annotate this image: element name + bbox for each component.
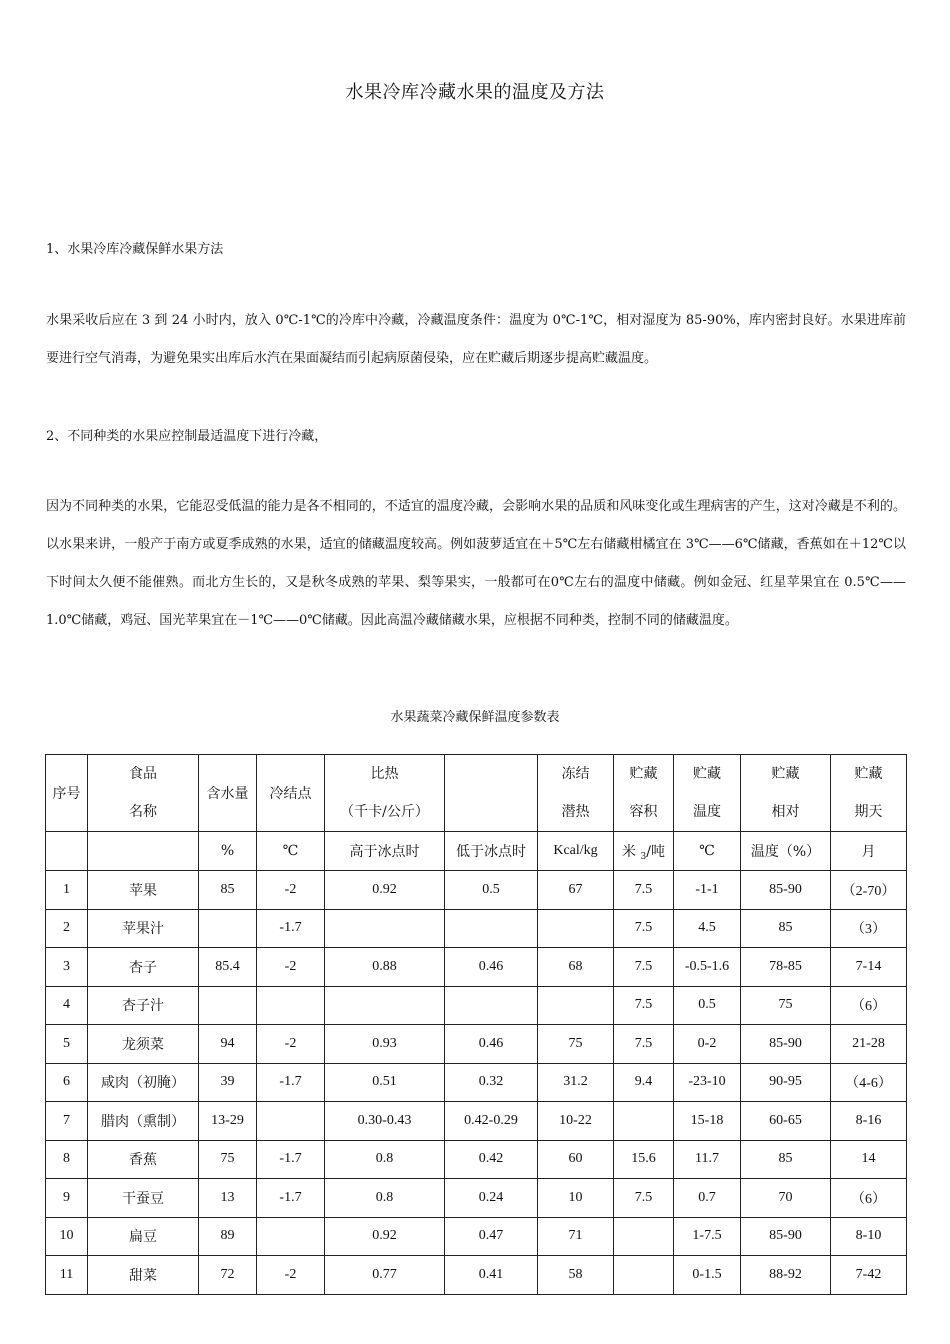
table-unit-row (46, 832, 907, 871)
cell-heat-below: 0.47 (445, 1217, 538, 1256)
section-1-paragraph: 水果采收后应在 3 到 24 小时内，放入 0℃-1℃的冷库中冷藏，冷藏温度条件：温度为 0℃-1℃，相对湿度为 85-90%，库内密封良好。水果进库前要进行空气消毒，为避免果实出库后水汽在果面凝结而引起病原菌侵染，应在贮藏后期逐步提高贮藏温度。 (46, 313, 906, 366)
cell-water-content: 13 (199, 1179, 257, 1218)
cell-latent-heat: 75 (538, 1025, 614, 1064)
cell-storage-period: 14 (831, 1140, 907, 1179)
cell-storage-volume (614, 1256, 674, 1295)
cell-latent-heat (538, 986, 614, 1025)
cell-food-name: 苹果 (88, 871, 199, 910)
cell-heat-above (325, 986, 445, 1025)
cell-heat-above: 0.51 (325, 1063, 445, 1102)
cell-seq: 6 (46, 1063, 88, 1102)
cell-food-name: 咸肉（初腌） (88, 1063, 199, 1102)
cell-food-name: 甜菜 (88, 1256, 199, 1295)
cell-water-content: 85.4 (199, 948, 257, 987)
cell-storage-period: 8-16 (831, 1102, 907, 1141)
cell-storage-volume (614, 1102, 674, 1141)
cell-storage-volume: 7.5 (614, 986, 674, 1025)
unit-period: 月 (831, 832, 907, 871)
table-row (46, 1140, 907, 1179)
cell-latent-heat: 68 (538, 948, 614, 987)
header-storage-humidity: 贮藏 相对 (741, 755, 831, 832)
cell-latent-heat: 71 (538, 1217, 614, 1256)
unit-cell-empty (88, 832, 199, 871)
cell-heat-below (445, 986, 538, 1025)
cell-food-name: 龙须菜 (88, 1025, 199, 1064)
cell-storage-temperature: 0-2 (674, 1025, 741, 1064)
cell-heat-below: 0.41 (445, 1256, 538, 1295)
cell-heat-above: 0.77 (325, 1256, 445, 1295)
cell-seq: 8 (46, 1140, 88, 1179)
cell-storage-period: 8-10 (831, 1217, 907, 1256)
cell-storage-volume: 15.6 (614, 1140, 674, 1179)
cell-storage-temperature: -1-1 (674, 871, 741, 910)
cell-storage-temperature: 15-18 (674, 1102, 741, 1141)
cell-storage-humidity: 90-95 (741, 1063, 831, 1102)
header-seq: 序号 (46, 755, 88, 832)
cell-heat-below: 0.42-0.29 (445, 1102, 538, 1141)
cell-storage-volume: 7.5 (614, 1025, 674, 1064)
table-row (46, 1102, 907, 1141)
cell-freezing-point: -2 (257, 948, 325, 987)
cell-freezing-point (257, 1102, 325, 1141)
cell-water-content: 13-29 (199, 1102, 257, 1141)
table-row (46, 909, 907, 948)
section-2-heading: 2、不同种类的水果应控制最适温度下进行冷藏， (46, 429, 328, 444)
cell-storage-volume: 7.5 (614, 1179, 674, 1218)
cell-water-content: 72 (199, 1256, 257, 1295)
unit-freeze: ℃ (257, 832, 325, 871)
cell-storage-humidity: 70 (741, 1179, 831, 1218)
cell-heat-below: 0.32 (445, 1063, 538, 1102)
cell-latent-heat: 58 (538, 1256, 614, 1295)
cell-food-name: 杏子 (88, 948, 199, 987)
cell-seq: 10 (46, 1217, 88, 1256)
table-row (46, 986, 907, 1025)
cell-food-name: 扁豆 (88, 1217, 199, 1256)
cell-freezing-point (257, 986, 325, 1025)
cell-heat-above: 0.88 (325, 948, 445, 987)
cell-heat-below: 0.5 (445, 871, 538, 910)
cell-storage-temperature: 1-7.5 (674, 1217, 741, 1256)
cell-storage-temperature: 11.7 (674, 1140, 741, 1179)
cell-water-content (199, 986, 257, 1025)
header-specific-heat: 比热 （千卡/公斤） (325, 755, 445, 832)
cell-freezing-point: -1.7 (257, 909, 325, 948)
cell-water-content: 39 (199, 1063, 257, 1102)
table-row (46, 871, 907, 910)
cell-heat-below: 0.24 (445, 1179, 538, 1218)
cell-freezing-point: -1.7 (257, 1063, 325, 1102)
cell-heat-above: 0.92 (325, 1217, 445, 1256)
cell-storage-period: （4-6） (831, 1063, 907, 1102)
cell-food-name: 干蚕豆 (88, 1179, 199, 1218)
cell-seq: 9 (46, 1179, 88, 1218)
header-water-content: 含水量 (199, 755, 257, 832)
unit-temp: ℃ (674, 832, 741, 871)
header-storage-temperature: 贮藏 温度 (674, 755, 741, 832)
table-row (46, 1256, 907, 1295)
cell-storage-volume: 7.5 (614, 871, 674, 910)
cell-storage-temperature: 4.5 (674, 909, 741, 948)
cell-heat-below: 0.46 (445, 948, 538, 987)
unit-cell-empty (46, 832, 88, 871)
cell-storage-temperature: 0.7 (674, 1179, 741, 1218)
table-row (46, 1025, 907, 1064)
cell-food-name: 香蕉 (88, 1140, 199, 1179)
cell-seq: 1 (46, 871, 88, 910)
cell-food-name: 苹果汁 (88, 909, 199, 948)
cell-heat-above: 0.30-0.43 (325, 1102, 445, 1141)
cell-heat-above: 0.8 (325, 1179, 445, 1218)
cell-storage-volume: 7.5 (614, 909, 674, 948)
cell-freezing-point: -2 (257, 1256, 325, 1295)
cell-heat-below: 0.46 (445, 1025, 538, 1064)
unit-latent: Kcal/kg (538, 832, 614, 871)
cell-storage-temperature: 0.5 (674, 986, 741, 1025)
cell-water-content: 94 (199, 1025, 257, 1064)
cell-storage-period: （2-70） (831, 871, 907, 910)
cell-latent-heat: 10 (538, 1179, 614, 1218)
cell-freezing-point: -1.7 (257, 1140, 325, 1179)
cell-latent-heat: 10-22 (538, 1102, 614, 1141)
cell-storage-temperature: 0-1.5 (674, 1256, 741, 1295)
table-row (46, 1179, 907, 1218)
cell-heat-below (445, 909, 538, 948)
header-empty (445, 755, 538, 832)
unit-heat-below: 低于冰点时 (445, 832, 538, 871)
cell-heat-below: 0.42 (445, 1140, 538, 1179)
cell-storage-volume: 7.5 (614, 948, 674, 987)
cell-seq: 3 (46, 948, 88, 987)
cell-latent-heat (538, 909, 614, 948)
cell-freezing-point: -1.7 (257, 1179, 325, 1218)
unit-water: % (199, 832, 257, 871)
cell-storage-period: （6） (831, 1179, 907, 1218)
cell-seq: 7 (46, 1102, 88, 1141)
cell-latent-heat: 60 (538, 1140, 614, 1179)
cell-storage-humidity: 75 (741, 986, 831, 1025)
cell-water-content (199, 909, 257, 948)
cell-seq: 4 (46, 986, 88, 1025)
table-header-row (46, 755, 907, 832)
cell-heat-above (325, 909, 445, 948)
cell-heat-above: 0.93 (325, 1025, 445, 1064)
cell-storage-humidity: 85 (741, 1140, 831, 1179)
cell-storage-temperature: -0.5-1.6 (674, 948, 741, 987)
page-title: 水果冷库冷藏水果的温度及方法 (345, 82, 605, 103)
cell-storage-volume: 9.4 (614, 1063, 674, 1102)
section-1-heading: 1、水果冷库冷藏保鲜水果方法 (46, 242, 224, 257)
cell-storage-period: 7-14 (831, 948, 907, 987)
cell-storage-humidity: 85-90 (741, 1025, 831, 1064)
cell-storage-humidity: 60-65 (741, 1102, 831, 1141)
header-freezing-point: 冷结点 (257, 755, 325, 832)
cell-heat-above: 0.8 (325, 1140, 445, 1179)
cell-heat-above: 0.92 (325, 871, 445, 910)
cell-latent-heat: 67 (538, 871, 614, 910)
cell-storage-humidity: 85 (741, 909, 831, 948)
cell-food-name: 腊肉（熏制） (88, 1102, 199, 1141)
table-row (46, 1217, 907, 1256)
cell-water-content: 75 (199, 1140, 257, 1179)
cell-storage-temperature: -23-10 (674, 1063, 741, 1102)
cell-freezing-point: -2 (257, 1025, 325, 1064)
cell-storage-humidity: 88-92 (741, 1256, 831, 1295)
unit-humid: 温度（%） (741, 832, 831, 871)
cell-storage-period: 7-42 (831, 1256, 907, 1295)
header-storage-volume: 贮藏 容积 (614, 755, 674, 832)
header-food-name: 食品 名称 (88, 755, 199, 832)
header-storage-period: 贮藏 期天 (831, 755, 907, 832)
cell-storage-period: （3） (831, 909, 907, 948)
table-row (46, 1063, 907, 1102)
cell-storage-period: （6） (831, 986, 907, 1025)
cell-water-content: 85 (199, 871, 257, 910)
cell-storage-volume (614, 1217, 674, 1256)
unit-heat-above: 高于冰点时 (325, 832, 445, 871)
storage-parameter-table (45, 754, 907, 1295)
cell-water-content: 89 (199, 1217, 257, 1256)
cell-freezing-point: -2 (257, 871, 325, 910)
header-latent-heat: 冻结 潜热 (538, 755, 614, 832)
cell-seq: 2 (46, 909, 88, 948)
cell-seq: 11 (46, 1256, 88, 1295)
table-row (46, 948, 907, 987)
cell-food-name: 杏子汁 (88, 986, 199, 1025)
cell-freezing-point (257, 1217, 325, 1256)
cell-storage-humidity: 85-90 (741, 1217, 831, 1256)
cell-storage-period: 21-28 (831, 1025, 907, 1064)
cell-latent-heat: 31.2 (538, 1063, 614, 1102)
cell-storage-humidity: 78-85 (741, 948, 831, 987)
cell-storage-humidity: 85-90 (741, 871, 831, 910)
table-caption: 水果蔬菜冷藏保鲜温度参数表 (390, 710, 560, 725)
section-2-paragraph: 因为不同种类的水果，它能忍受低温的能力是各不相同的，不适宜的温度冷藏，会影响水果的品质和风味变化或生理病害的产生，这对冷藏是不利的。以水果来讲，一般产于南方或夏季成熟的水果，适宜的储藏温度较高。例如菠萝适宜在＋5℃左右储藏柑橘宜在 3℃——6℃储藏，香蕉如在＋12℃以下时间太久便不能催熟。而北方生长的，又是秋冬成熟的苹果、梨等果实，一般都可在0℃左右的温度中储藏。例如金冠、红星苹果宜在 0.5℃——1.0℃储藏，鸡冠、国光苹果宜在－1℃——0℃储藏。因此高温冷藏储藏水果，应根据不同种类，控制不同的储藏温度。 (46, 499, 906, 628)
cell-seq: 5 (46, 1025, 88, 1064)
unit-volume: 米 $_3$/吨 (614, 832, 674, 871)
